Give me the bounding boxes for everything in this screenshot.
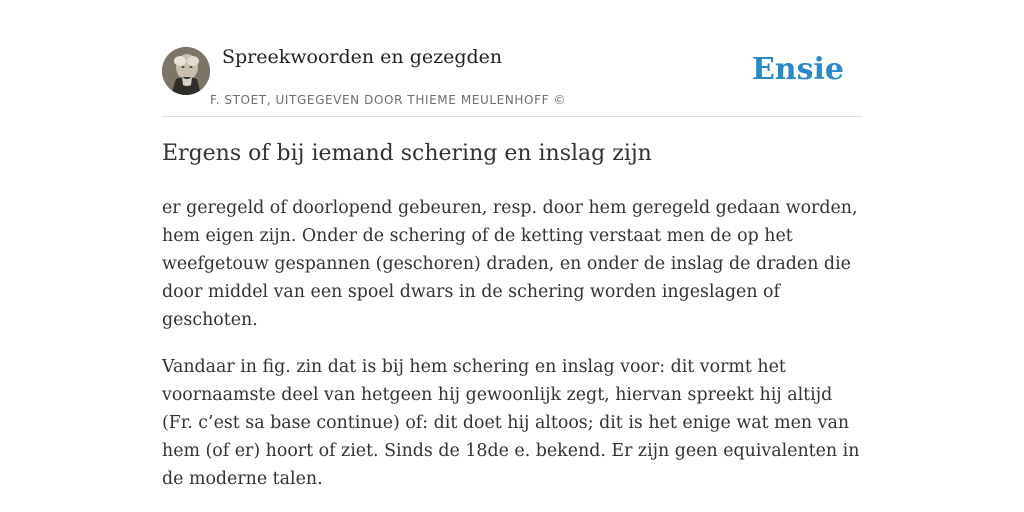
dictionary-title[interactable]: Spreekwoorden en gezegden [222, 46, 503, 68]
entry-title: Ergens of bij iemand schering en inslag zijn [162, 141, 652, 166]
ensie-logo[interactable]: Ensie [751, 52, 844, 87]
definition-paragraph: er geregeld of doorlopend gebeuren, resp. door hem geregeld gedaan worden, hem eigen zijn. Onder de schering of de ketting verstaat men de op het weefgetouw gespannen (geschoren) draden, en onder de inslag de draden die door middel van een spoel dwars in de schering worden ingeslagen of geschoten. [162, 198, 858, 330]
definition-paragraph: Vandaar in fig. zin dat is bij hem schering en inslag voor: dit vormt het voornaamste deel van hetgeen hij gewoonlijk zegt, hiervan spreekt hij altijd (Fr. c’est sa base continue) of: dit doet hij altoos; dit is het enige wat men van hem (of er) hoort of ziet. Sinds de 18de e. bekend. Er zijn geen equivalenten in de moderne talen. [162, 357, 860, 489]
source-credit: F. STOET, UITGEGEVEN DOOR THIEME MEULENHOFF © [210, 93, 567, 107]
dictionary-header [162, 44, 862, 117]
author-portrait-icon[interactable] [162, 47, 210, 95]
entry-definition [162, 194, 862, 512]
